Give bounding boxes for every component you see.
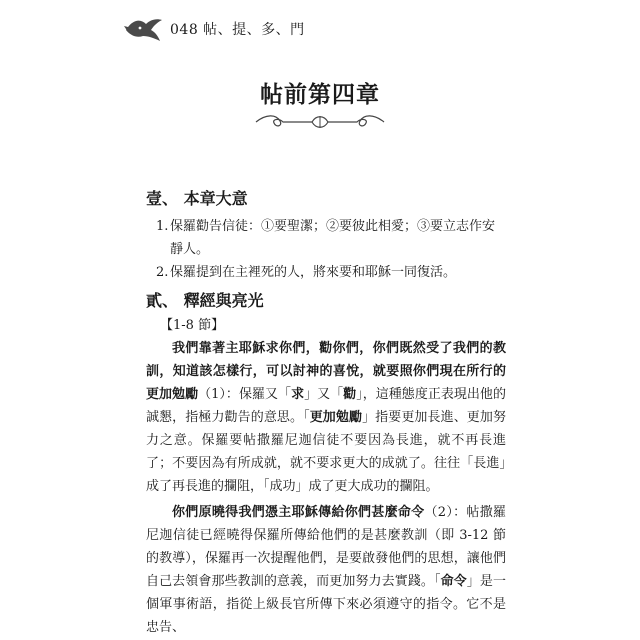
ornament-flourish-icon <box>252 110 388 132</box>
verse-reference: 【1-8 節】 <box>160 318 225 333</box>
list-item-text: 保羅提到在主裡死的人，將來要和耶穌一同復活。 <box>170 265 457 280</box>
body-text: 」，這種態度正表現出他的誠懇，指極力勸告的意思。「 <box>146 387 506 425</box>
running-head-text: 048 帖、提、多、門 <box>170 22 305 38</box>
body-text: （2）：帖撒羅尼迦信徒已經曉得保羅所傳給他們的是甚麼教訓（即 3-12 節的教導），保羅再一次提醒他們，是要啟發他們的思想，讓他們自己去領會那些教訓的意義，而更加努力去實踐。「 <box>146 505 506 589</box>
list-item-number: 1. <box>156 219 169 234</box>
body-text: 」又「 <box>304 387 344 402</box>
section-heading: 壹、 本章大意 <box>146 189 248 208</box>
bold-scripture-text: 你們原曉得我們憑主耶穌傳給你們甚麼命令 <box>172 505 425 520</box>
list-item-number: 2. <box>156 265 169 280</box>
dove-logo-icon <box>122 14 166 44</box>
bold-term: 更加勉勵 <box>309 410 363 425</box>
list-item <box>146 261 506 284</box>
paragraph-verse-2 <box>146 501 506 639</box>
section-exegesis <box>146 288 506 639</box>
body-text: 」是一個軍事術語，指從上級長官所傳下來必須遵守的指令。它不是忠告、 <box>146 574 506 635</box>
bold-term: 命令 <box>440 574 467 589</box>
chapter-title: 帖前第四章 <box>260 81 380 108</box>
body-text: （1）：保羅又「 <box>198 387 292 402</box>
list-item-text: 保羅勸告信徒：①要聖潔；②要彼此相愛；③要立志作安靜人。 <box>170 219 496 257</box>
body-text: 」指要更加長進、更加努力之意。保羅要帖撒羅尼迦信徒不要因為長進，就不再長進了；不要因為有所成就，就不要求更大的成就了。往往「長進」成了再長進的攔阻，「成功」成了更大成功的攔阻。 <box>146 410 506 494</box>
bold-term: 求 <box>291 387 305 402</box>
paragraph-verse-1 <box>146 337 506 498</box>
running-header <box>122 14 305 44</box>
bold-term: 勸 <box>343 387 357 402</box>
bold-scripture-text: 我們靠著主耶穌求你們，勸你們，你們既然受了我們的教訓，知道該怎樣行，可以討神的喜悅，就要照你們現在所行的更加勉勵 <box>146 341 506 402</box>
summary-list <box>146 215 506 284</box>
section-heading: 貳、 釋經與亮光 <box>146 291 264 310</box>
section-summary <box>146 186 506 284</box>
list-item <box>146 215 506 261</box>
